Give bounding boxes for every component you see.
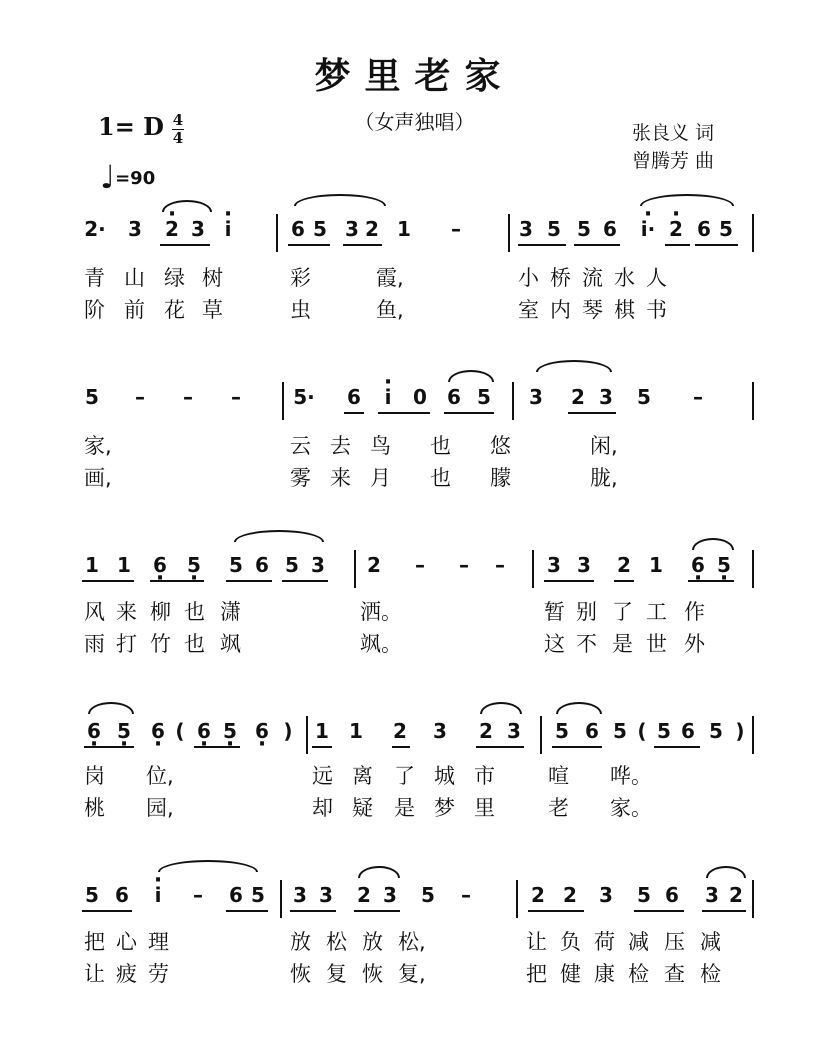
composer-credit: 曾腾芳 曲 [632,150,715,172]
jianpu-note: 5 [709,719,723,743]
beam-underline [574,244,620,246]
lyric-syllable: 棋 [614,298,635,322]
lyric-syllable: 压 [664,930,685,954]
jianpu-note: 2 [531,883,545,907]
jianpu-note: 1 [349,719,363,743]
beam-underline [354,910,400,912]
lyric-syllable: 云 [290,434,311,458]
lyric-syllable: 这 [544,632,565,656]
jianpu-note: 6 [255,553,269,577]
lyric-syllable: 闲, [590,434,618,458]
lyric-syllable: 松, [398,930,426,954]
lyric-syllable: 劳 [148,962,169,986]
lyric-syllable: 让 [526,930,547,954]
tempo-value: =90 [115,168,156,189]
jianpu-note: – [495,553,505,577]
jianpu-note: 2 [617,553,631,577]
jianpu-note: 3 [507,719,521,743]
bar-line [354,550,356,588]
lyric-syllable: 去 [330,434,351,458]
beam-underline [226,910,268,912]
bar-line [752,382,754,420]
jianpu-note: – [693,385,703,409]
jianpu-note: 6 [603,217,617,241]
lyric-syllable: 把 [526,962,547,986]
beam-underline [194,746,240,748]
lyric-syllable: 山 [124,266,145,290]
jianpu-note: 5 [285,553,299,577]
slur-arc [158,860,258,872]
jianpu-note: 5 [613,719,627,743]
lyric-syllable: 工 [646,600,667,624]
lyric-syllable: 老 [548,796,569,820]
lyric-syllable: 疑 [352,796,373,820]
lyric-syllable: 内 [550,298,571,322]
jianpu-note: 6 [229,883,243,907]
lyric-syllable: 园, [146,796,174,820]
slur-arc [706,866,746,878]
jianpu-note: 6 [697,217,711,241]
jianpu-note: 5 [577,217,591,241]
jianpu-note: 6 · [197,720,211,742]
bar-line [516,880,518,918]
key-signature: 1= D [98,112,164,141]
beam-underline [82,580,134,582]
bar-line [752,880,754,918]
bar-line [752,550,754,588]
lyric-syllable: 朦 [490,466,511,490]
beam-underline [528,910,584,912]
beam-underline [614,580,634,582]
lyric-syllable: 康 [594,962,615,986]
jianpu-note: 3 [705,883,719,907]
lyric-syllable: 放 [290,930,311,954]
lyric-syllable: 流 [582,266,603,290]
lyric-syllable: 城 [434,764,455,788]
jianpu-note: · 2 [165,218,179,240]
lyric-syllable: 不 [576,632,597,656]
jianpu-note: 5 [477,385,491,409]
beam-underline [343,244,382,246]
beam-underline [568,412,616,414]
jianpu-note: · i [155,884,162,906]
jianpu-note: 6 [115,883,129,907]
bar-line [540,716,542,754]
lyric-syllable: 悠 [490,434,511,458]
beam-underline [654,746,700,748]
slur-arc [448,370,494,382]
lyric-syllable: 疲 [116,962,137,986]
jianpu-note: 5 [719,217,733,241]
lyric-syllable: 小 [518,266,539,290]
beam-underline [476,746,524,748]
jianpu-note: 2 [393,719,407,743]
beam-underline [150,580,204,582]
jianpu-note: – [193,883,203,907]
lyric-syllable: 前 [124,298,145,322]
lyric-syllable: 洒。 [360,600,402,624]
slur-arc [480,702,522,714]
lyric-syllable: 负 [560,930,581,954]
lyric-syllable: 查 [664,962,685,986]
lyric-syllable: 鸟 [370,434,391,458]
jianpu-note: 2· [84,217,106,241]
jianpu-note: 5 [251,883,265,907]
lyric-syllable: 树 [202,266,223,290]
lyric-syllable: 哗。 [610,764,652,788]
jianpu-note: 2 [367,553,381,577]
jianpu-note: 3 [319,883,333,907]
lyric-syllable: 把 [84,930,105,954]
jianpu-note: 3 [599,385,613,409]
jianpu-note: 6 · [151,720,165,742]
jianpu-note: 5 [313,217,327,241]
beam-underline [552,746,602,748]
beam-underline [82,910,132,912]
jianpu-note: 5· [293,385,315,409]
jianpu-note: 5 [555,719,569,743]
lyric-syllable: 鱼, [376,298,404,322]
jianpu-note: – [461,883,471,907]
lyric-syllable: 竹 [150,632,171,656]
lyric-syllable: 青 [84,266,105,290]
beam-underline [160,244,210,246]
jianpu-note: 3 [433,719,447,743]
lyric-syllable: 雨 [84,632,105,656]
jianpu-note: 6 · [691,554,705,576]
song-subtitle: （女声独唱） [354,110,475,134]
lyric-syllable: 松 [326,930,347,954]
jianpu-note: 5 [657,719,671,743]
beam-underline [282,580,328,582]
lyric-syllable: 荷 [594,930,615,954]
lyric-syllable: 家, [84,434,112,458]
beam-underline [544,580,594,582]
lyric-syllable: 却 [312,796,333,820]
lyric-syllable: 远 [312,764,333,788]
lyric-syllable: 离 [352,764,373,788]
lyric-syllable: 也 [430,434,451,458]
lyric-syllable: 复, [398,962,426,986]
beam-underline [392,746,410,748]
lyric-syllable: 恢 [290,962,311,986]
jianpu-note: · 2 [669,218,683,240]
jianpu-note: 3 [529,385,543,409]
lyric-syllable: 里 [474,796,495,820]
lyric-syllable: 健 [560,962,581,986]
jianpu-note: 2 [571,385,585,409]
lyric-syllable: 外 [684,632,705,656]
beam-underline [518,244,566,246]
lyric-syllable: 暂 [544,600,565,624]
jianpu-note: 6 [585,719,599,743]
jianpu-note: ) [283,719,293,743]
jianpu-note: 5 [637,385,651,409]
quarter-note-icon: ♩ [100,158,116,196]
jianpu-note: ( [637,719,647,743]
lyric-syllable: 也 [184,600,205,624]
jianpu-note: – [459,553,469,577]
beam-underline [444,412,494,414]
lyric-syllable: 阶 [84,298,105,322]
bar-line [508,214,510,252]
lyric-syllable: 霞, [376,266,404,290]
beam-underline [312,746,332,748]
jianpu-note: 2 [357,883,371,907]
jianpu-note: 1 [85,553,99,577]
jianpu-note: 6 [291,217,305,241]
lyric-syllable: 也 [430,466,451,490]
jianpu-note: 6 [681,719,695,743]
bar-line [752,716,754,754]
jianpu-note: – [135,385,145,409]
lyric-syllable: 恢 [362,962,383,986]
tempo-marking [100,158,155,196]
jianpu-note: 1 [649,553,663,577]
bar-line [532,550,534,588]
lyric-syllable: 来 [330,466,351,490]
slur-arc [640,194,734,206]
jianpu-note: 1 [117,553,131,577]
beam-underline [634,910,684,912]
jianpu-note: 5 [85,883,99,907]
lyricist-credit: 张良义 词 [632,122,715,144]
jianpu-note: 5 · [117,720,131,742]
jianpu-note: 3 [519,217,533,241]
time-signature [170,112,186,147]
jianpu-note: 6 · [255,720,269,742]
lyric-syllable: 减 [700,930,721,954]
slur-arc [88,702,134,714]
jianpu-note: 5 [637,883,651,907]
jianpu-note: 2 [729,883,743,907]
slur-arc [358,866,400,878]
jianpu-note: 6 · [87,720,101,742]
slur-arc [234,530,324,542]
lyric-syllable: 风 [84,600,105,624]
slur-arc [556,702,602,714]
jianpu-note: 2 [563,883,577,907]
jianpu-note: 3 [311,553,325,577]
lyric-syllable: 心 [116,930,137,954]
lyric-syllable: 放 [362,930,383,954]
jianpu-note: 5 · [717,554,731,576]
lyric-syllable: 潇 [220,600,241,624]
jianpu-note: ) [735,719,745,743]
jianpu-note: ( [175,719,185,743]
jianpu-note: 3 [547,553,561,577]
lyric-syllable: 室 [518,298,539,322]
lyric-syllable: 减 [628,930,649,954]
jianpu-note: 6 · [153,554,167,576]
beam-underline [378,412,430,414]
lyric-syllable: 书 [646,298,667,322]
jianpu-note: 0 [413,385,427,409]
lyric-syllable: 水 [614,266,635,290]
lyric-syllable: 琴 [582,298,603,322]
lyric-syllable: 彩 [290,266,311,290]
lyric-syllable: 了 [394,764,415,788]
lyric-syllable: 位, [146,764,174,788]
jianpu-note: 1 [315,719,329,743]
lyric-syllable: 别 [576,600,597,624]
jianpu-note: 6 [347,385,361,409]
beam-underline [290,910,336,912]
jianpu-note: – [415,553,425,577]
lyric-syllable: 检 [628,962,649,986]
bar-line [276,214,278,252]
jianpu-note: 5 [85,385,99,409]
beam-underline [288,244,330,246]
slur-arc [294,194,386,206]
staff-row-2 [0,382,829,442]
lyric-syllable: 作 [684,600,705,624]
lyric-syllable: 理 [148,930,169,954]
jianpu-note: 3 [577,553,591,577]
beam-underline [695,244,738,246]
lyric-syllable: 雾 [290,466,311,490]
lyric-syllable: 飒。 [360,632,402,656]
lyric-syllable: 桥 [550,266,571,290]
jianpu-note: · i· [641,218,655,240]
meter-top: 4 [172,111,184,129]
lyric-syllable: 让 [84,962,105,986]
lyric-syllable: 梦 [434,796,455,820]
meter-bottom: 4 [172,129,184,147]
lyric-syllable: 人 [646,266,667,290]
lyric-syllable: 也 [184,632,205,656]
beam-underline [344,412,364,414]
lyric-syllable: 柳 [150,600,171,624]
jianpu-note: – [231,385,241,409]
jianpu-note: 5 · [223,720,237,742]
jianpu-note: 3 [345,217,359,241]
song-title: 梦里老家 [314,56,515,97]
slur-arc [536,360,612,372]
bar-line [280,880,282,918]
lyric-syllable: 市 [474,764,495,788]
jianpu-note: 1 [397,217,411,241]
jianpu-note: 6 [665,883,679,907]
beam-underline [226,580,272,582]
jianpu-note: 5 · [187,554,201,576]
lyric-syllable: 虫 [290,298,311,322]
lyric-syllable: 绿 [164,266,185,290]
jianpu-note: · i [385,386,392,408]
lyric-syllable: 来 [116,600,137,624]
jianpu-note: 3 [293,883,307,907]
lyric-syllable: 月 [370,466,391,490]
lyric-syllable: 花 [164,298,185,322]
jianpu-note: 3 [383,883,397,907]
jianpu-note: 5 [229,553,243,577]
jianpu-note: 3 [191,217,205,241]
jianpu-note: – [183,385,193,409]
lyric-syllable: 复 [326,962,347,986]
jianpu-note: 2 [365,217,379,241]
lyric-syllable: 喧 [548,764,569,788]
lyric-syllable: 检 [700,962,721,986]
lyric-syllable: 是 [612,632,633,656]
jianpu-note: 5 [421,883,435,907]
beam-underline [665,244,690,246]
lyric-syllable: 胧, [590,466,618,490]
beam-underline [702,910,746,912]
lyric-syllable: 家。 [610,796,652,820]
lyric-syllable: 岗 [84,764,105,788]
slur-arc [692,538,734,550]
bar-line [306,716,308,754]
lyric-syllable: 画, [84,466,112,490]
jianpu-note: – [451,217,461,241]
lyric-syllable: 桃 [84,796,105,820]
jianpu-note: 5 [547,217,561,241]
jianpu-note: 6 [447,385,461,409]
jianpu-note: · i [225,218,232,240]
lyric-syllable: 草 [202,298,223,322]
beam-underline [688,580,734,582]
bar-line [512,382,514,420]
bar-line [282,382,284,420]
beam-underline [84,746,134,748]
lyric-syllable: 打 [116,632,137,656]
jianpu-note: 3 [599,883,613,907]
lyric-syllable: 了 [612,600,633,624]
lyric-syllable: 世 [646,632,667,656]
bar-line [752,214,754,252]
jianpu-note: 2 [479,719,493,743]
jianpu-note: 3 [128,217,142,241]
lyric-syllable: 飒 [220,632,241,656]
lyric-syllable: 是 [394,796,415,820]
